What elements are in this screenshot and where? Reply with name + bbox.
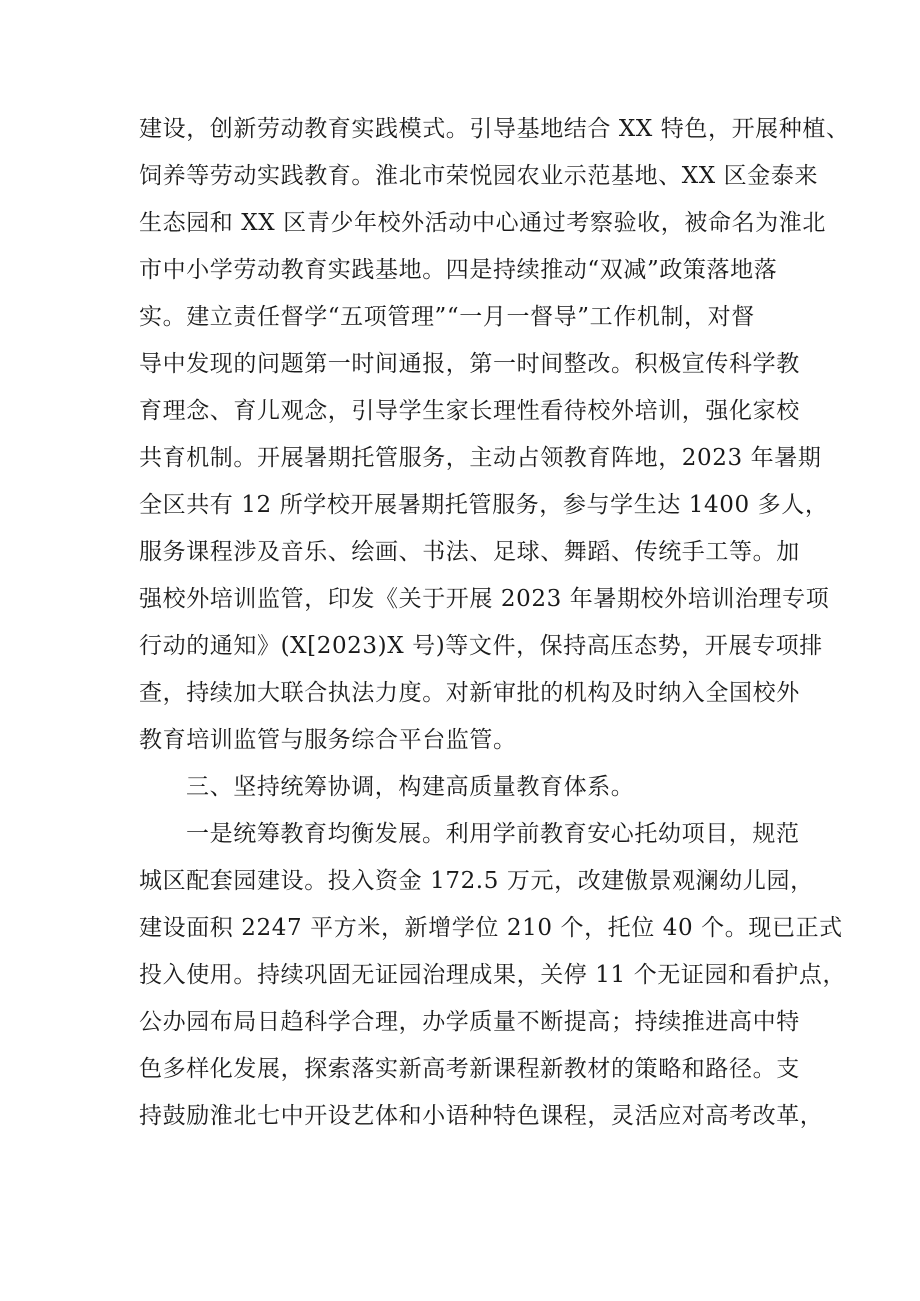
text-line: 实。建立责任督学“五项管理”“一月一督导”工作机制，对督 <box>139 304 755 330</box>
text-line: 持鼓励淮北七中开设艺体和小语种特色课程，灵活应对高考改革， <box>139 1103 824 1129</box>
text-line: 建设，创新劳动教育实践模式。引导基地结合 XX 特色，开展种植、 <box>139 116 850 142</box>
text-line: 教育培训监管与服务综合平台监管。 <box>139 727 517 753</box>
text-line: 强校外培训监管，印发《关于开展 2023 年暑期校外培训治理专项 <box>139 586 830 612</box>
text-line: 共育机制。开展暑期托管服务，主动占领教育阵地，2023 年暑期 <box>139 445 822 471</box>
text-line: 服务课程涉及音乐、绘画、书法、足球、舞蹈、传统手工等。加 <box>139 539 800 565</box>
section-heading: 三、坚持统筹协调，构建高质量教育体系。 <box>186 774 635 800</box>
text-line: 公办园布局日趋科学合理，办学质量不断提高；持续推进高中特 <box>139 1009 800 1035</box>
text-line: 生态园和 XX 区青少年校外活动中心通过考察验收，被命名为淮北 <box>139 210 826 236</box>
text-line: 饲养等劳动实践教育。淮北市荣悦园农业示范基地、XX 区金泰来 <box>139 163 819 189</box>
text-line: 查，持续加大联合执法力度。对新审批的机构及时纳入全国校外 <box>139 680 800 706</box>
text-line: 城区配套园建设。投入资金 172.5 万元，改建傲景观澜幼儿园， <box>139 868 814 894</box>
text-line: 市中小学劳动教育实践基地。四是持续推动“双减”政策落地落 <box>139 257 778 283</box>
text-line: 行动的通知》(X[2023)X 号)等文件，保持高压态势，开展专项排 <box>139 633 823 659</box>
text-line: 导中发现的问题第一时间通报，第一时间整改。积极宣传科学教 <box>139 351 800 377</box>
text-line: 全区共有 12 所学校开展暑期托管服务，参与学生达 1400 多人， <box>139 492 829 518</box>
text-line: 建设面积 2247 平方米，新增学位 210 个，托位 40 个。现已正式 <box>139 915 843 941</box>
text-line: 育理念、育儿观念，引导学生家长理性看待校外培训，强化家校 <box>139 398 800 424</box>
text-line: 一是统筹教育均衡发展。利用学前教育安心托幼项目，规范 <box>186 821 800 847</box>
text-line: 色多样化发展，探索落实新高考新课程新教材的策略和路径。支 <box>139 1056 800 1082</box>
text-line: 投入使用。持续巩固无证园治理成果，关停 11 个无证园和看护点， <box>139 962 847 988</box>
